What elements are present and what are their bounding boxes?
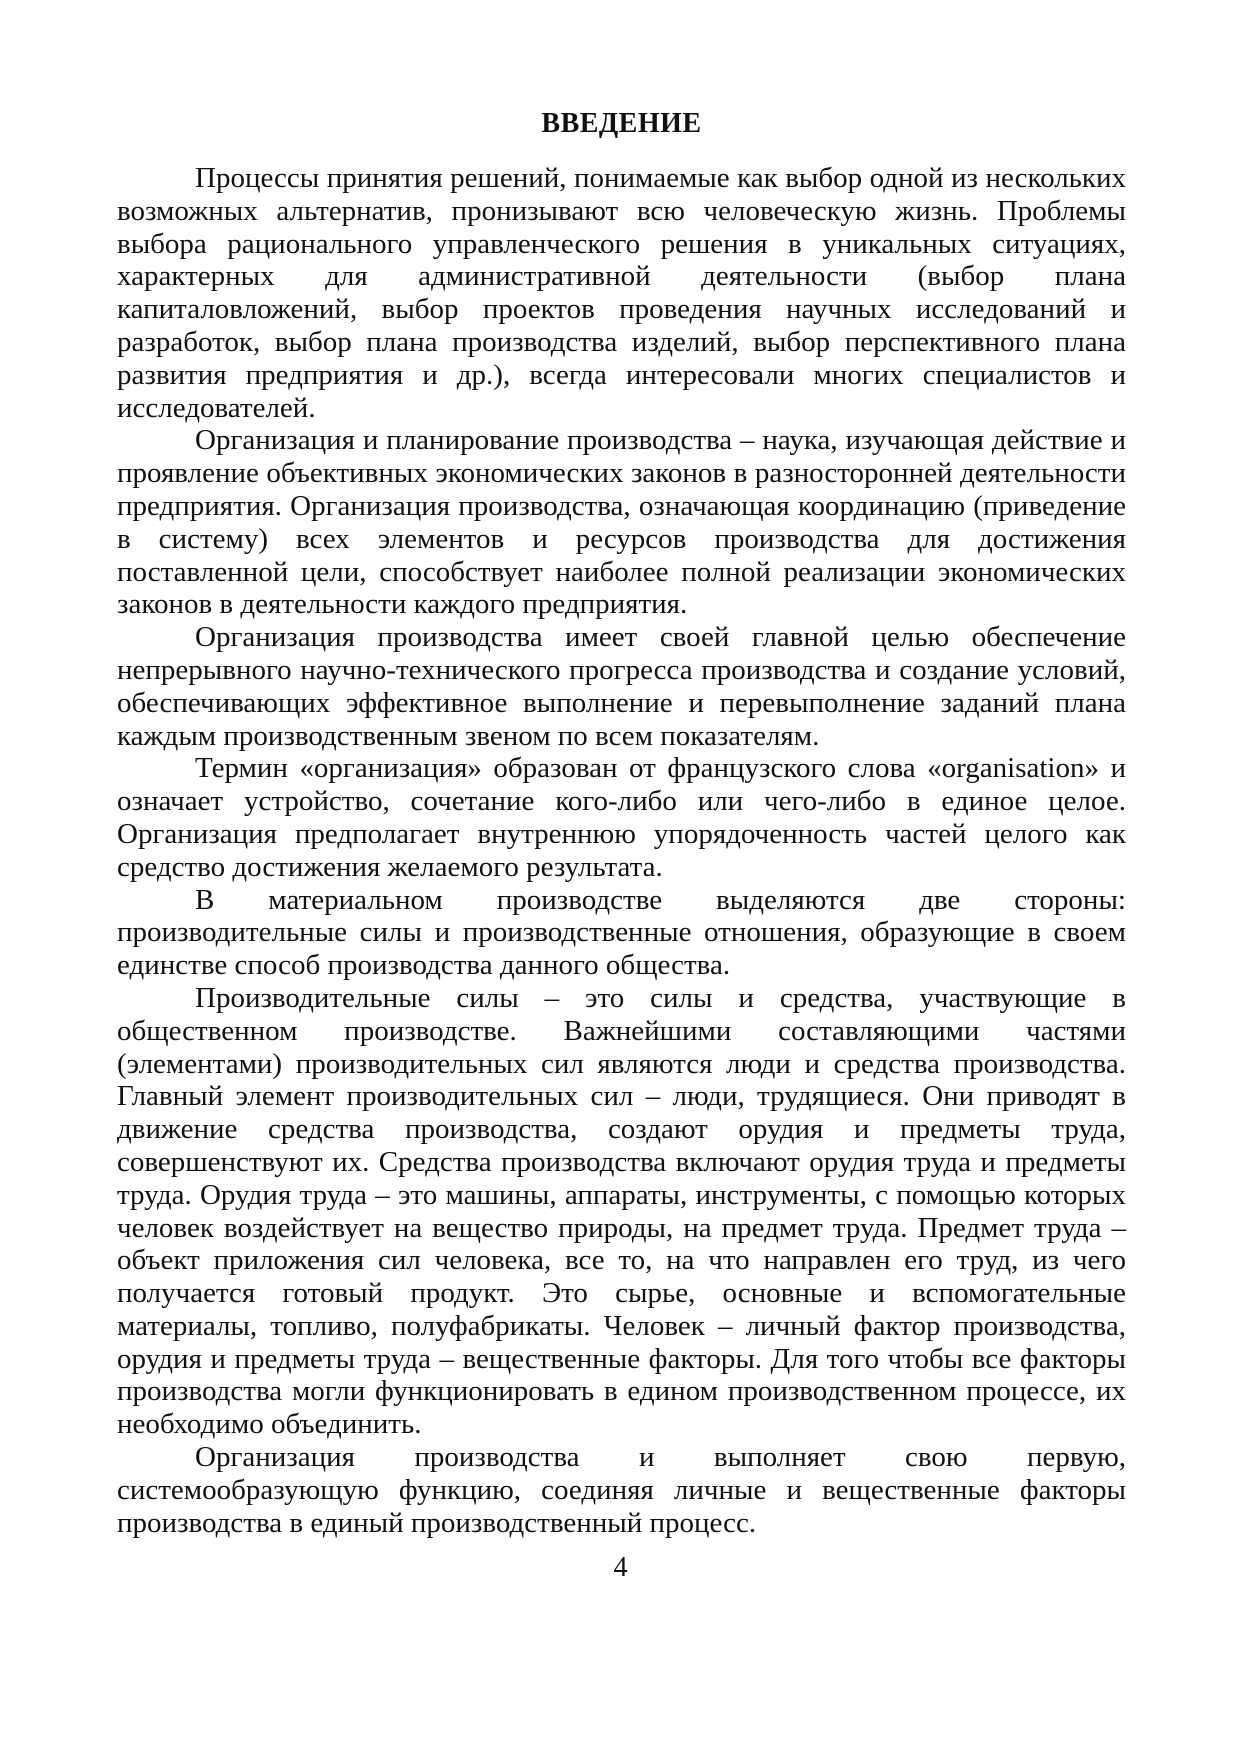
page-number: 4	[613, 1552, 628, 1583]
paragraph-1: Процессы принятия решений, понимаемые как выбор одной из нескольких возможных альтернатив, пронизывают всю человеческую жизнь. Проблемы выбора рационального управленческого решения в уникальных ситуациях, характерных для административной деятельности (выбор плана капиталовложений, выбор проектов проведения научных исследований и разработок, выбор плана производства изделий, выбор перспективного плана развития предприятия и др.), всегда интересовали многих специалистов и исследователей.	[117, 162, 1126, 424]
paragraph-3: Организация производства имеет своей главной целью обеспечение непрерывного научно-технического прогресса производства и создание условий, обеспечивающих эффективное выполнение и перевыполнение заданий плана каждым производственным звеном по всем показателям.	[117, 621, 1126, 752]
paragraph-2: Организация и планирование производства – наука, изучающая действие и проявление объективных экономических законов в разносторонней деятельности предприятия. Организация производства, означающая координацию (приведение в систему) всех элементов и ресурсов производства для достижения поставленной цели, способствует наиболее полной реализации экономических законов в деятельности каждого предприятия.	[117, 424, 1126, 621]
document-page	[117, 108, 1126, 1539]
section-title: ВВЕДЕНИЕ	[541, 108, 702, 139]
paragraph-7: Организация производства и выполняет свою первую, системообразующую функцию, соединяя личные и вещественные факторы производства в единый производственный процесс.	[117, 1441, 1126, 1539]
paragraph-6: Производительные силы – это силы и средства, участвующие в общественном производстве. Важнейшими составляющими частями (элементами) производительных сил являются люди и средства производства. Главный элемент производительных сил – люди, трудящиеся. Они приводят в движение средства производства, создают орудия и предметы труда, совершенствуют их. Средства производства включают орудия труда и предметы труда. Орудия труда – это машины, аппараты, инструменты, с помощью которых человек воздействует на вещество природы, на предмет труда. Предмет труда – объект приложения сил человека, все то, на что направлен его труд, из чего получается готовый продукт. Это сырье, основные и вспомогательные материалы, топливо, полуфабрикаты. Человек – личный фактор производства, орудия и предметы труда – вещественные факторы. Для того чтобы все факторы производства могли функционировать в едином производственном процессе, их необходимо объединить.	[117, 981, 1126, 1441]
paragraph-5: В материальном производстве выделяются две стороны: производительные силы и производственные отношения, образующие в своем единстве способ производства данного общества.	[117, 883, 1126, 982]
paragraph-4: Термин «организация» образован от французского слова «organisation» и означает устройство, сочетание кого-либо или чего-либо в единое целое. Организация предполагает внутреннюю упорядоченность частей целого как средство достижения желаемого результата.	[117, 752, 1126, 883]
